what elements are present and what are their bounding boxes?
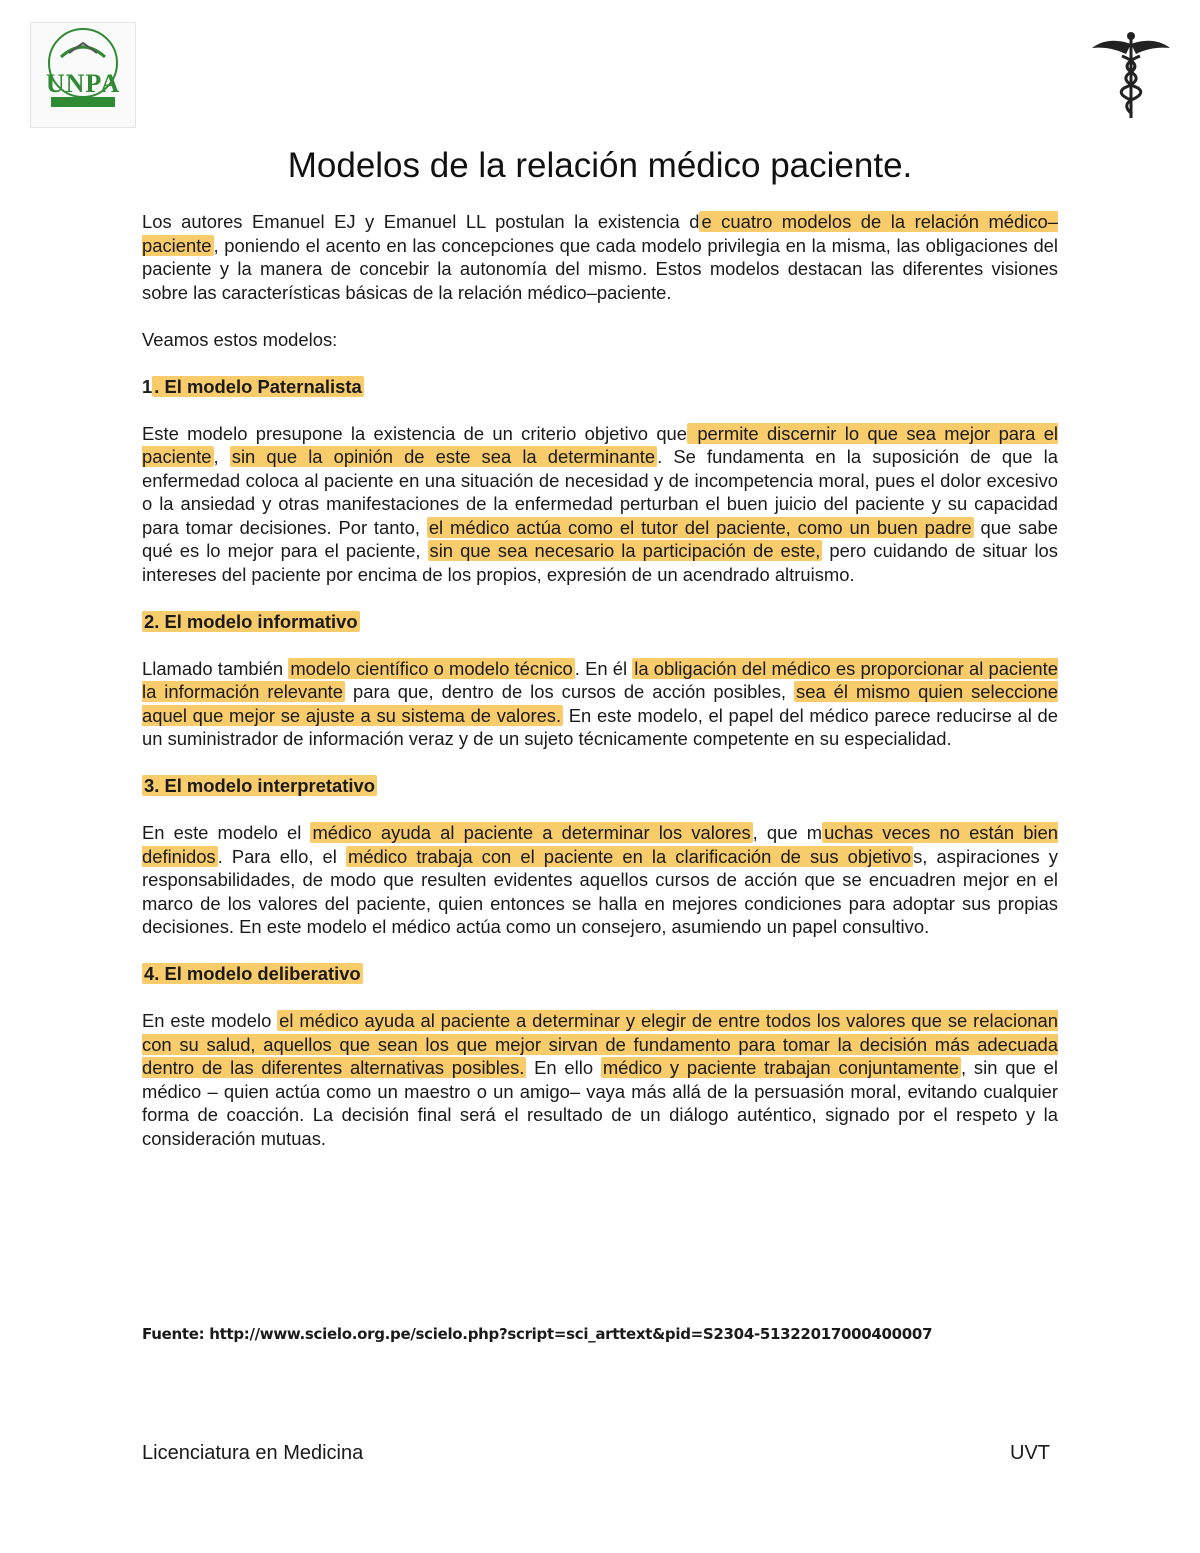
- highlighted-text: uchas veces no están bien definidos: [142, 822, 1058, 867]
- section-body-deliberativo: [142, 1009, 1058, 1150]
- footer-institution: UVT: [1010, 1442, 1050, 1464]
- text-run: En este modelo el: [142, 822, 311, 843]
- intro-paragraph: [142, 210, 1058, 304]
- highlighted-text: 3. El modelo interpretativo: [144, 775, 375, 796]
- highlighted-text: 4. El modelo deliberativo: [144, 963, 361, 984]
- highlighted-text: el médico actúa como el tutor del paciente, como un buen padre: [428, 516, 972, 538]
- section-body-paternalista: [142, 422, 1058, 587]
- highlighted-text: sin que sea necesario la participación de este,: [429, 540, 821, 561]
- text-run: En ello: [526, 1057, 601, 1078]
- university-logo: [30, 22, 136, 128]
- section-body-informativo: [142, 657, 1058, 751]
- text-run: , poniendo el acento en las concepciones que cada modelo privilegia en la misma, las obligaciones del paciente y la manera de concebir la autonomía del mismo. Estos modelos destacan las diferentes visiones sobre las características básicas de la relación médico–paciente.: [142, 234, 1058, 303]
- text-run: En este modelo, el papel del médico parece reducirse al de un suministrador de información veraz y de un sujeto técnicamente competente en su especialidad.: [142, 704, 1058, 749]
- text-run: , sin que el médico – quien actúa como un maestro o un amigo– vaya más allá de la persuasión moral, evitando cualquier forma de coacción. La decisión final será el resultado de un diálogo auténtico, signado por el respeto y la consideración mutuas.: [142, 1057, 1058, 1149]
- caduceus-icon: [1088, 30, 1174, 120]
- text-run: s, aspiraciones y responsabilidades, de modo que resulten evidentes aquellos cursos de acción que se encuadren mejor en el marco de los valores del paciente, quien entonces se halla en mejores condiciones para adoptar sus propias decisiones. En este modelo el médico actúa como un consejero, asumiendo un papel consultivo.: [142, 845, 1058, 937]
- section-heading-interpretativo: [142, 774, 1058, 798]
- highlighted-text: médico y paciente trabajan conjuntamente: [602, 1057, 960, 1078]
- text-run: Este modelo presupone la existencia de un criterio objetivo que: [142, 422, 688, 444]
- highlighted-text: la obligación del médico es proporcionar al paciente la información relevante: [142, 657, 1058, 702]
- document-body: [142, 210, 1058, 1150]
- text-run: . En él: [574, 657, 633, 679]
- text-run: 1: [142, 375, 153, 397]
- section-heading-deliberativo: [142, 962, 1058, 986]
- highlighted-text: e cuatro modelos de la relación médico– paciente: [142, 211, 1058, 256]
- lead-text: Veamos estos modelos:: [142, 328, 338, 350]
- text-run: En este modelo: [142, 1010, 278, 1031]
- section-heading-informativo: [142, 610, 1058, 634]
- text-run: , que m: [752, 822, 823, 843]
- text-run: que sabe qué es lo mejor para el paciente,: [142, 516, 1058, 561]
- highlighted-text: médico ayuda al paciente a determinar los valores: [312, 822, 751, 843]
- source-citation: Fuente: http://www.scielo.org.pe/scielo.php?script=sci_arttext&pid=S2304-51322017000400007: [142, 1325, 933, 1343]
- highlighted-text: sea él mismo quien seleccione aquel que mejor se ajuste a su sistema de valores.: [142, 681, 1058, 726]
- page-title: Modelos de la relación médico paciente.: [287, 146, 913, 185]
- section-heading-paternalista: [142, 375, 1058, 399]
- highlighted-text: sin que la opinión de este sea la determinante: [231, 446, 656, 467]
- footer-program: Licenciatura en Medicina: [142, 1442, 364, 1464]
- text-run: para que, dentro de los cursos de acción posibles,: [345, 681, 795, 702]
- highlighted-text: permite discernir lo que sea mejor para el paciente: [142, 422, 1059, 467]
- text-run: ,: [213, 446, 230, 467]
- highlighted-text: modelo científico o modelo técnico: [290, 657, 573, 679]
- text-run: . Se fundamenta en la suposición de que la enfermedad coloca al paciente en una situación de necesidad y de incompetencia moral, pues el dolor excesivo o la ansiedad y otras manifestaciones de la enfermedad perturban el buen juicio del paciente y su capacidad para tomar decisiones. Por tanto,: [142, 446, 1058, 538]
- logo-text: UNPA: [45, 69, 121, 98]
- text-run: . Para ello, el: [217, 845, 346, 867]
- text-run: Los autores Emanuel EJ y Emanuel LL postulan la existencia d: [142, 211, 700, 232]
- highlighted-text: el médico ayuda al paciente a determinar y elegir de entre todos los valores que se relacionan con su salud, aquellos que sean los que mejor sirvan de fundamento para tomar la decisión más adecuada dentro de las diferentes alternativas posibles.: [142, 1010, 1058, 1078]
- text-run: pero cuidando de situar los intereses del paciente por encima de los propios, expresión de un acendrado altruismo.: [142, 540, 1058, 585]
- text-run: Llamado también: [142, 657, 289, 679]
- highlighted-text: médico trabaja con el paciente en la clarificación de sus objetivo: [347, 845, 912, 867]
- highlighted-text: . El modelo Paternalista: [154, 375, 362, 397]
- section-body-interpretativo: [142, 821, 1058, 939]
- highlighted-text: 2. El modelo informativo: [144, 610, 358, 632]
